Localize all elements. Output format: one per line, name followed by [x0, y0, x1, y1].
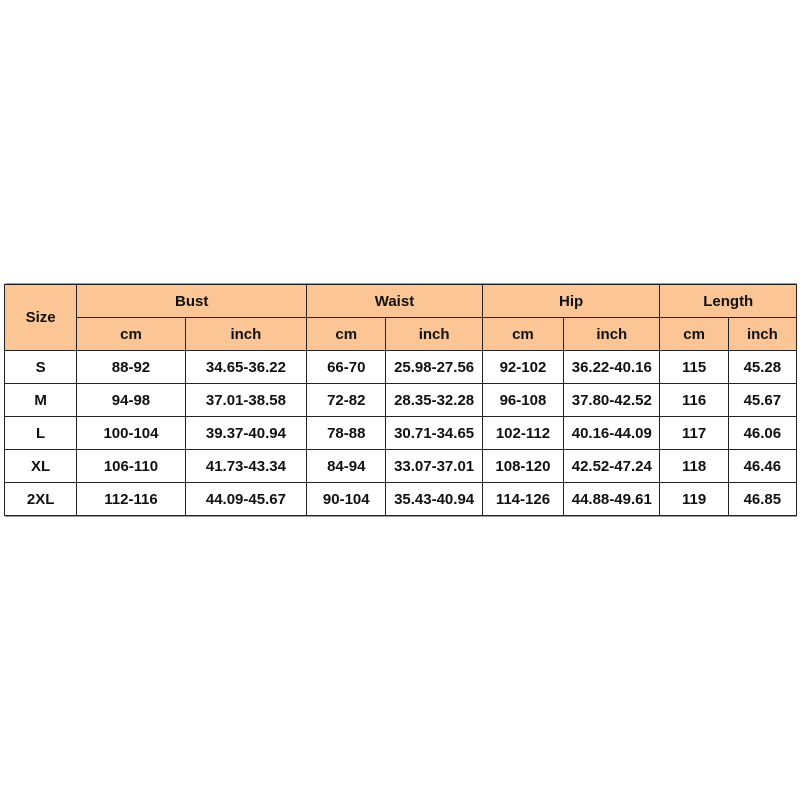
cell-waist-cm: 84-94 — [307, 450, 386, 483]
cell-length-inch: 46.06 — [728, 417, 796, 450]
unit-waist-cm: cm — [307, 318, 386, 351]
cell-waist-cm: 78-88 — [307, 417, 386, 450]
cell-bust-inch: 37.01-38.58 — [185, 384, 306, 417]
cell-length-inch: 46.85 — [728, 483, 796, 516]
cell-bust-cm: 100-104 — [77, 417, 185, 450]
cell-hip-inch: 40.16-44.09 — [564, 417, 660, 450]
cell-waist-inch: 35.43-40.94 — [386, 483, 482, 516]
unit-waist-inch: inch — [386, 318, 482, 351]
unit-bust-cm: cm — [77, 318, 185, 351]
cell-length-cm: 119 — [660, 483, 728, 516]
cell-size: S — [5, 351, 77, 384]
cell-waist-inch: 25.98-27.56 — [386, 351, 482, 384]
cell-size: M — [5, 384, 77, 417]
cell-bust-cm: 106-110 — [77, 450, 185, 483]
cell-bust-inch: 39.37-40.94 — [185, 417, 306, 450]
cell-waist-inch: 33.07-37.01 — [386, 450, 482, 483]
table-row — [5, 384, 797, 417]
cell-length-cm: 115 — [660, 351, 728, 384]
cell-waist-cm: 90-104 — [307, 483, 386, 516]
unit-hip-inch: inch — [564, 318, 660, 351]
header-waist: Waist — [307, 285, 483, 318]
cell-length-cm: 118 — [660, 450, 728, 483]
cell-hip-inch: 42.52-47.24 — [564, 450, 660, 483]
cell-hip-cm: 114-126 — [482, 483, 563, 516]
header-bust: Bust — [77, 285, 307, 318]
size-chart-table — [4, 284, 797, 516]
cell-hip-cm: 96-108 — [482, 384, 563, 417]
cell-hip-cm: 108-120 — [482, 450, 563, 483]
cell-bust-inch: 41.73-43.34 — [185, 450, 306, 483]
table-row — [5, 483, 797, 516]
cell-length-inch: 45.67 — [728, 384, 796, 417]
header-group-row — [5, 285, 797, 318]
cell-waist-cm: 72-82 — [307, 384, 386, 417]
cell-size: 2XL — [5, 483, 77, 516]
cell-length-inch: 45.28 — [728, 351, 796, 384]
header-length: Length — [660, 285, 797, 318]
unit-length-inch: inch — [728, 318, 796, 351]
cell-length-inch: 46.46 — [728, 450, 796, 483]
header-size: Size — [5, 285, 77, 351]
unit-length-cm: cm — [660, 318, 728, 351]
table-row — [5, 417, 797, 450]
cell-size: XL — [5, 450, 77, 483]
header-hip: Hip — [482, 285, 660, 318]
cell-hip-inch: 36.22-40.16 — [564, 351, 660, 384]
cell-bust-cm: 112-116 — [77, 483, 185, 516]
table-row — [5, 351, 797, 384]
cell-waist-inch: 28.35-32.28 — [386, 384, 482, 417]
cell-length-cm: 117 — [660, 417, 728, 450]
cell-hip-cm: 102-112 — [482, 417, 563, 450]
table-body — [5, 351, 797, 516]
cell-waist-cm: 66-70 — [307, 351, 386, 384]
table-header — [5, 285, 797, 351]
unit-hip-cm: cm — [482, 318, 563, 351]
unit-bust-inch: inch — [185, 318, 306, 351]
cell-bust-cm: 94-98 — [77, 384, 185, 417]
cell-bust-inch: 34.65-36.22 — [185, 351, 306, 384]
cell-waist-inch: 30.71-34.65 — [386, 417, 482, 450]
cell-bust-inch: 44.09-45.67 — [185, 483, 306, 516]
cell-hip-cm: 92-102 — [482, 351, 563, 384]
cell-hip-inch: 44.88-49.61 — [564, 483, 660, 516]
cell-size: L — [5, 417, 77, 450]
cell-bust-cm: 88-92 — [77, 351, 185, 384]
cell-length-cm: 116 — [660, 384, 728, 417]
table-row — [5, 450, 797, 483]
header-unit-row — [5, 318, 797, 351]
cell-hip-inch: 37.80-42.52 — [564, 384, 660, 417]
